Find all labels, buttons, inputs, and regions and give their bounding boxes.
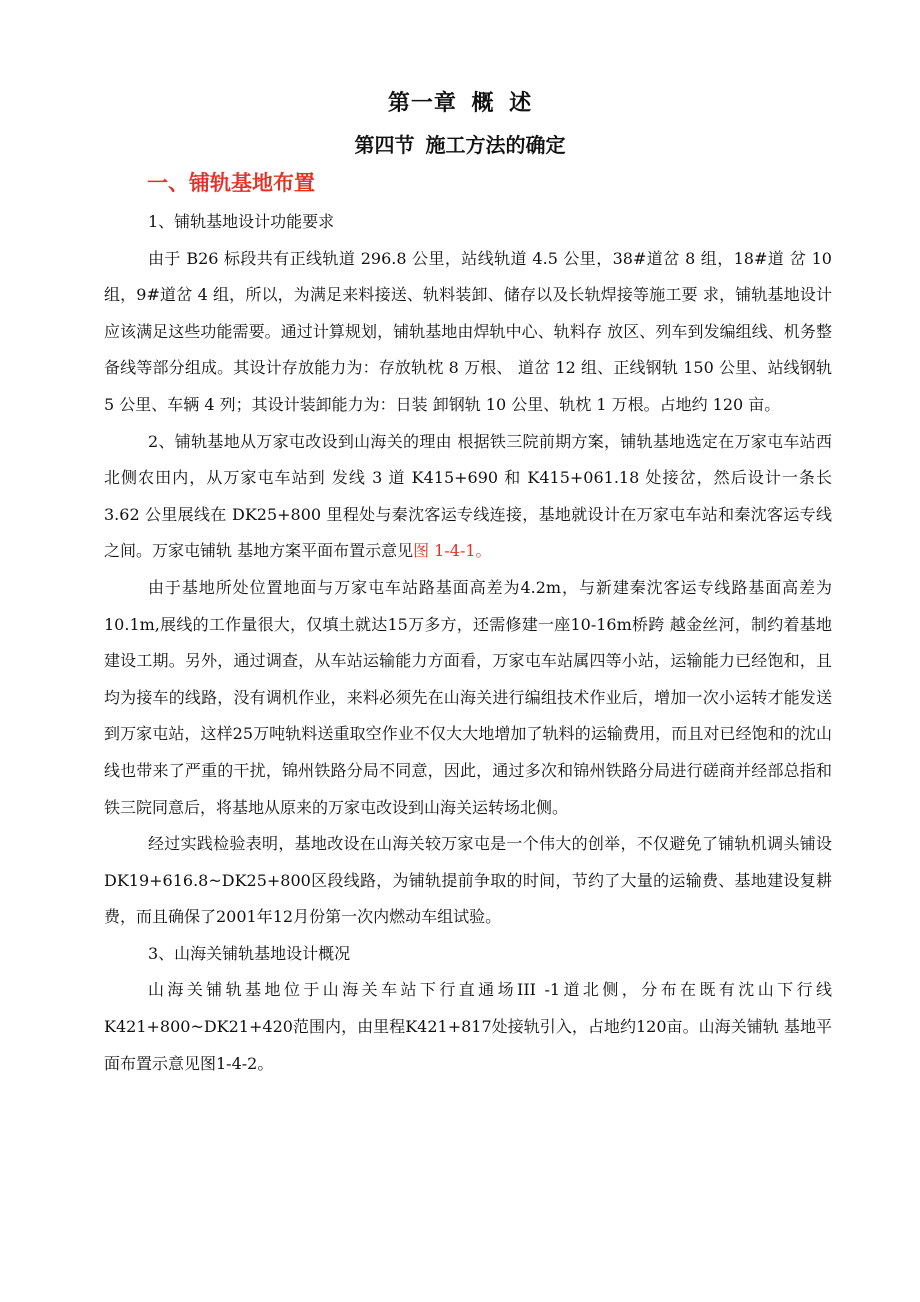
paragraph-1: 由于 B26 标段共有正线轨道 296.8 公里，站线轨道 4.5 公里，38#道岔 8 组，18#道 岔 10 组，9#道岔 4 组，所以，为满足来料接送、轨料装卸、储存以及长轨焊接等施工要 求，铺轨基地设计应该满足这些功能需要。通过计算规划，铺轨基地由焊轨中心、轨料存 放区、列车到发编组线、机务整备线等部分组成。其设计存放能力为：存放轨枕 8 万根、 道岔 12 组、正线钢轨 150 公里、站线钢轨 5 公里、车辆 4 列；其设计装卸能力为：日装 卸钢轨 10 公里、轨枕 1 万根。占地约 120 亩。 — [104, 248, 832, 414]
paragraph-4: 经过实践检验表明，基地改设在山海关较万家屯是一个伟大的创举，不仅避免了铺轨机调头铺设DK19+616.8~DK25+800区段线路，为铺轨提前争取的时间，节约了大量的运输费、基地建设复耕费，而且确保了2001年12月份第一次内燃动车组试验。 — [104, 834, 832, 927]
section-title: 第四节 施工方法的确定 — [354, 133, 566, 157]
body-text — [104, 204, 832, 1082]
figure-reference-link[interactable]: 图 1-4-1。 — [413, 541, 492, 561]
subsection-title-3: 3、山海关铺轨基地设计概况 — [148, 943, 351, 963]
paragraph-2-text: 2、铺轨基地从万家屯改设到山海关的理由 根据铁三院前期方案，铺轨基地选定在万家屯车站西北侧农田内，从万家屯车站到 发线 3 道 K415+690 和 K415+061.18 处接岔，然后设计一条长 3.62 公里展线在 DK25+800 里程处与秦沈客运专线连接，基地就设计在万家屯车站和秦沈客运专线之间。万家屯铺轨 基地方案平面布置示意见 — [104, 431, 832, 561]
subsection-title-1: 1、铺轨基地设计功能要求 — [148, 212, 335, 231]
section-heading-1: 一、铺轨基地布置 — [147, 171, 315, 195]
paragraph-2 — [104, 424, 832, 570]
paragraph-3: 由于基地所处位置地面与万家屯车站路基面高差为4.2m，与新建秦沈客运专线路基面高差为10.1m,展线的工作量很大，仅填土就达15万多方，还需修建一座10-16m桥跨 越金丝河，制约着基地建设工期。另外，通过调查，从车站运输能力方面看，万家屯车站属四等小站，运输能力已经饱和，且均为接车的线路，没有调机作业，来料必须先在山海关进行编组技术作业后，增加一次小运转才能发送到万家屯站，这样25万吨轨料送重取空作业不仅大大地增加了轨料的运输费用，而且对已经饱和的沈山线也带来了严重的干扰，锦州铁路分局不同意，因此，通过多次和锦州铁路分局进行磋商并经部总指和铁三院同意后，将基地从原来的万家屯改设到山海关运转场北侧。 — [104, 577, 832, 817]
chapter-title: 第一章 概 述 — [387, 91, 533, 116]
paragraph-5: 山海关铺轨基地位于山海关车站下行直通场III -1道北侧，分布在既有沈山下行线K421+800~DK21+420范围内，由里程K421+817处接轨引入，占地约120亩。山海关铺轨 基地平面布置示意见图1-4-2。 — [104, 980, 832, 1073]
